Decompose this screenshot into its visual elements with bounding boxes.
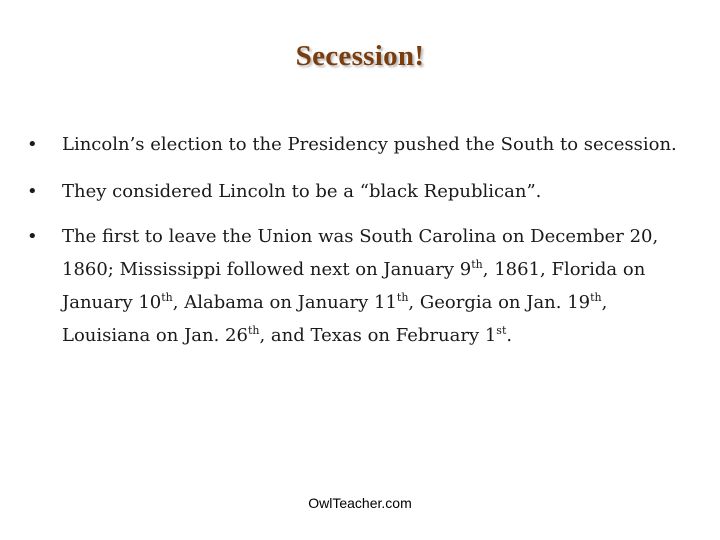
bullet-text: They considered Lincoln to be a “black Republican”. xyxy=(62,181,542,202)
bullet-item xyxy=(0,128,720,161)
bullet-text-segment: , Georgia on Jan. 19 xyxy=(408,292,591,313)
bullet-text-segment: , 1861, Florida on January 10 xyxy=(62,259,646,313)
ordinal-suffix: st xyxy=(496,324,507,337)
bullet-text-segment: The first to leave the Union was South Carolina on December 20, 1860; Mississippi followed next on January 9 xyxy=(62,226,659,280)
bullet-dot-icon: • xyxy=(27,134,38,155)
ordinal-suffix: th xyxy=(247,324,260,337)
bullet-text: Lincoln’s election to the Presidency pushed the South to secession. xyxy=(62,134,677,155)
bullet-item xyxy=(0,220,720,352)
bullet-text-segment: . xyxy=(506,325,513,346)
bullet-dot-icon: • xyxy=(27,181,38,202)
ordinal-suffix: th xyxy=(471,258,483,271)
ordinal-suffix: th xyxy=(161,291,173,304)
bullet-item xyxy=(0,175,720,208)
bullet-text-segment: , and Texas on February 1 xyxy=(259,325,497,346)
bullet-list xyxy=(0,128,720,352)
slide-title: Secession! xyxy=(295,40,425,72)
footer-credit: OwlTeacher.com xyxy=(308,495,412,511)
bullet-dot-icon: • xyxy=(27,226,38,247)
ordinal-suffix: th xyxy=(396,291,409,304)
ordinal-suffix: th xyxy=(590,291,602,304)
bullet-text-segment: , Louisiana on Jan. 26 xyxy=(62,292,608,346)
bullet-text-segment: , Alabama on January 11 xyxy=(172,292,397,313)
bullet-text xyxy=(62,226,658,346)
